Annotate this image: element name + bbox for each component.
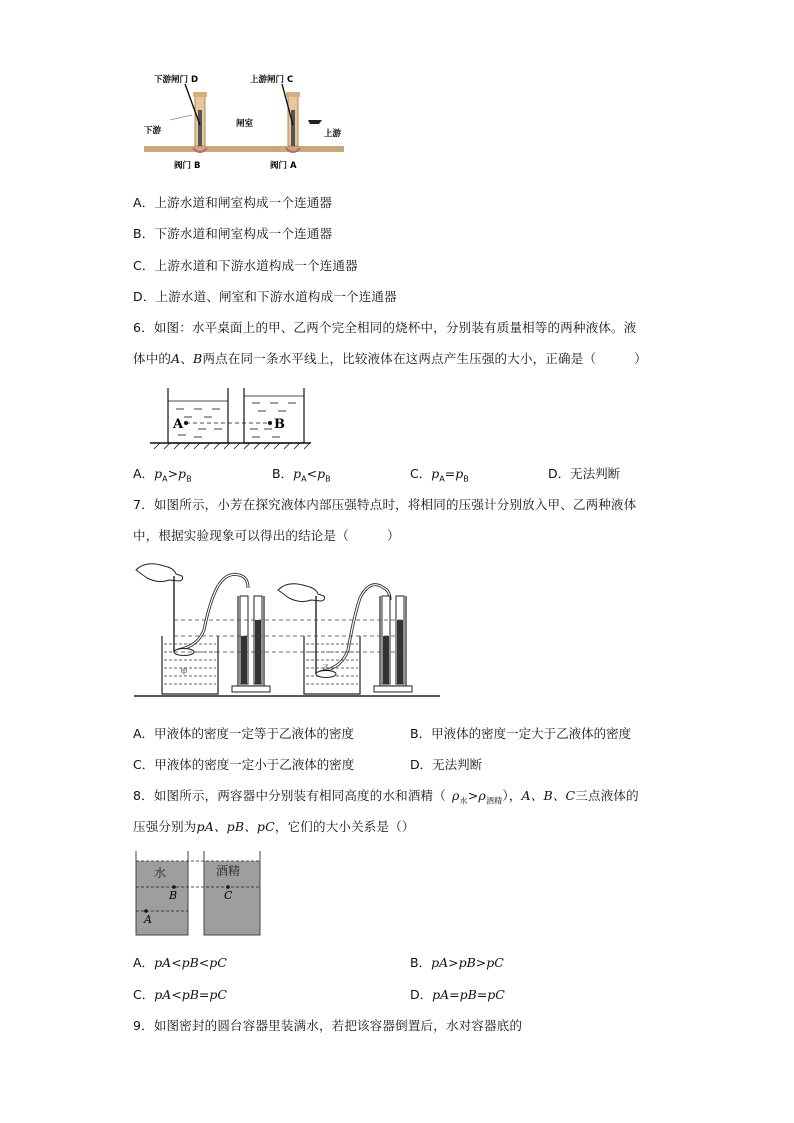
pressure-gauge-figure [134,556,440,702]
label-a: A [173,417,184,432]
boat-icon [308,120,322,124]
water-alcohol-figure [134,849,264,939]
label-alcohol: 酒精 [216,864,241,878]
label-jia: 甲 [180,668,188,676]
q6-option-a: A．$p_A>p_B$ [133,466,192,484]
q5-option-b: B．下游水道和闸室构成一个连通器 [133,226,333,241]
q8-option-a: A．pA<pB<pC [133,955,227,970]
q8-option-d: D．pA=pB=pC [410,987,505,1002]
q8-option-b: B．pA>pB>pC [410,955,504,970]
label-a: A [144,913,152,926]
q5-option-c: C．上游水道和下游水道构成一个连通器 [133,258,358,273]
ground-line [144,146,344,152]
ship-lock-figure [140,70,350,170]
q6-option-c: C．$p_A=p_B$ [410,466,469,484]
q7-option-c: C．甲液体的密度一定小于乙液体的密度 [133,757,355,772]
two-beakers-figure [148,383,313,453]
q6-stem-line2: 体中的A、B两点在同一条水平线上，比较液体在这两点产生压强的大小，正确是（ ） [133,351,647,366]
label-b: B [169,889,178,902]
q7-option-a: A．甲液体的密度一定等于乙液体的密度 [133,726,355,741]
label-upstream-gate: 上游闸门 C [250,75,294,85]
q8-stem-line1: 8．如图所示，两容器中分别装有相同高度的水和酒精（ $\rho_水>\rho_{酒精}$），A、B、C三点液体的 [133,788,639,806]
q7-option-b: B．甲液体的密度一定大于乙液体的密度 [410,726,632,741]
label-chamber: 闸室 [236,119,254,129]
label-valve-a: 阀门 A [270,161,297,170]
label-valve-b: 阀门 B [174,161,201,170]
label-b: B [274,417,285,432]
point-a [184,421,188,425]
q6-option-d: D．无法判断 [548,466,621,481]
q7-stem-line2: 中，根据实验现象可以得出的结论是（ ） [133,528,400,543]
q6-stem-line1: 6．如图：水平桌面上的甲、乙两个完全相同的烧杯中，分别装有质量相等的两种液体。液 [133,320,637,335]
point-b [268,421,272,425]
q7-option-d: D．无法判断 [410,757,483,772]
label-downstream: 下游 [144,126,162,136]
q5-option-d: D．上游水道、闸室和下游水道构成一个连通器 [133,289,397,304]
q8-option-c: C．pA<pB=pC [133,987,227,1002]
label-downstream-gate: 下游闸门 D [154,75,199,85]
label-yi: 乙 [322,664,330,672]
label-c: C [224,889,233,902]
q8-stem-line2: 压强分别为pA、pB、pC，它们的大小关系是（） [133,819,415,834]
label-water: 水 [154,866,167,880]
q5-option-a: A．上游水道和闸室构成一个连通器 [133,195,333,210]
q7-stem-line1: 7．如图所示，小芳在探究液体内部压强特点时，将相同的压强计分别放入甲、乙两种液体 [133,497,637,512]
q9-stem-line1: 9．如图密封的圆台容器里装满水，若把该容器倒置后，水对容器底的 [133,1018,523,1033]
q6-option-b: B．$p_A<p_B$ [272,466,331,484]
label-upstream: 上游 [324,129,342,139]
